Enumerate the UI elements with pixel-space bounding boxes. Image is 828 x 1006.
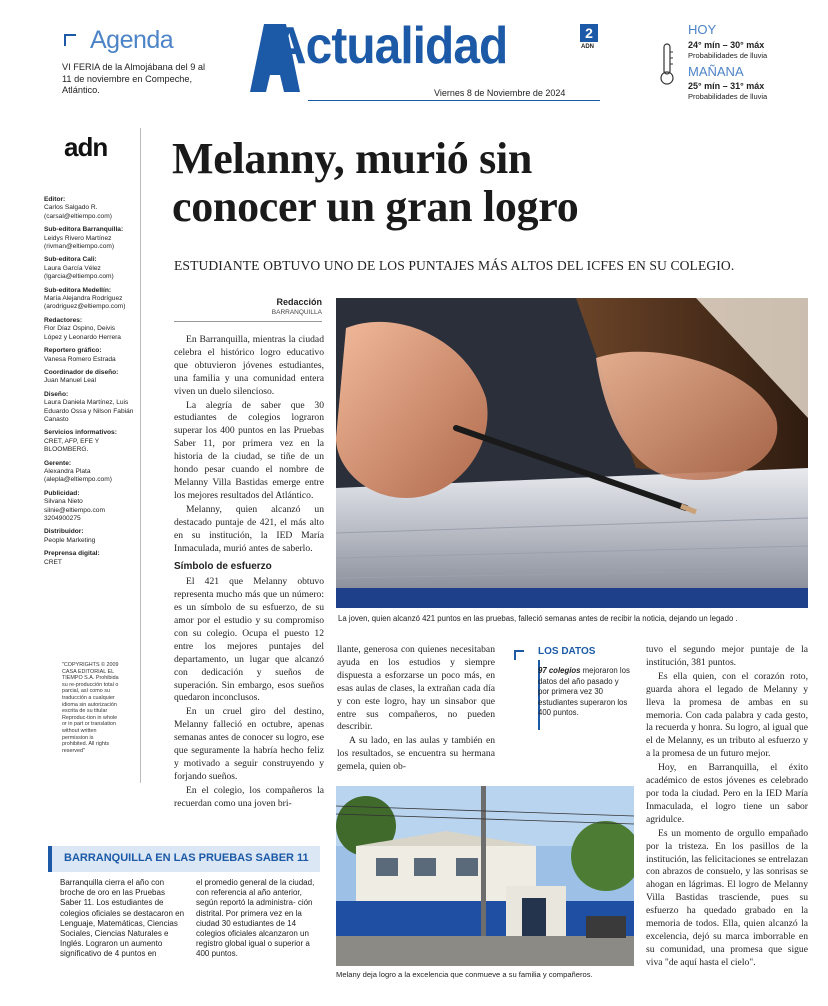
photo-hand-pencil-illustration bbox=[336, 298, 808, 608]
paragraph: llante, generosa con quienes necesitaban ayuda en los estudios y siempre dispuesta a esforzarse un poco más, en esas aulas de clases, la extrañan cada día y con este logro, hay un sinsabor que entre sus compañeros, no pueden describir. bbox=[337, 644, 495, 733]
paragraph: En el colegio, los compañeros la recuerdan como una joven bri- bbox=[174, 784, 324, 809]
credit-names: CRET, AFP, EFE Y BLOOMBERG. bbox=[44, 437, 99, 454]
weather-tomorrow-label: MAÑANA bbox=[688, 64, 744, 79]
datos-text: mejoraron los datos del año pasado y por primera vez 30 estudiantes superaron los 400 puntos. bbox=[538, 666, 630, 718]
credit-block bbox=[44, 429, 134, 454]
photo-school-illustration bbox=[336, 786, 634, 966]
saber-col-2: el promedio general de la ciudad, con referencia al año anterior, según reportó la administra- ción distrital. Por primera vez en la ciudad 30 estudiantes de 14 colegios oficiales alcanzaron un registro global igual o superior a 400 puntos. bbox=[196, 878, 315, 959]
credit-role: Publicidad: bbox=[44, 489, 80, 497]
credit-role: Coordinador de diseño: bbox=[44, 368, 119, 376]
paragraph: En Barranquilla, mientras la ciudad celebra el histórico logro educativo que obtuvieron jóvenes estudiantes, una familia y una comunidad entera viven un duelo silencioso. bbox=[174, 334, 324, 397]
saber-box-header bbox=[48, 846, 320, 872]
credit-names: Flor Díaz Ospino, Deivis López y Leonardo Herrera bbox=[44, 325, 121, 341]
agenda-title: Agenda bbox=[90, 26, 174, 54]
credit-names: Vanesa Romero Estrada bbox=[44, 355, 116, 363]
datos-title: LOS DATOS bbox=[538, 646, 596, 657]
headline-line-1: Melanny, murió sin bbox=[172, 134, 533, 183]
main-photo bbox=[336, 298, 808, 608]
saber-box-title: BARRANQUILLA EN LAS PRUEBAS SABER 11 bbox=[64, 852, 309, 864]
credit-names: Laura Daniela Martínez, Luis Eduardo Ossa y Nilson Fabián Canasto bbox=[44, 399, 134, 423]
credit-block bbox=[44, 287, 134, 312]
credit-names: Laura García Vélez (lgarcia@eltiempo.com) bbox=[44, 264, 114, 281]
credit-role: Sub-editora Cali: bbox=[44, 256, 97, 264]
paragraph: Es ella quien, con el corazón roto, guarda ahora el legado de Melanny y lleva la promesa de ambas en su memoria. Con cada palabra y cada gesto, la recuerda y honra. Su logro, al igual que el de Melanny, es un tributo al esfuerzo y a la promesa de un futuro mejor. bbox=[646, 670, 808, 760]
weather-block bbox=[652, 22, 812, 108]
credit-names: CRET bbox=[44, 558, 62, 566]
credit-names: Leidys Rivero Martínez (rivman@eltiempo.com) bbox=[44, 234, 115, 251]
datos-bracket-icon bbox=[514, 650, 524, 660]
credit-names: María Alejandra Rodríguez (arodriguez@eltiempo.com) bbox=[44, 295, 126, 311]
credit-block bbox=[44, 391, 134, 425]
paragraph: Hoy, en Barranquilla, el éxito académico de estos jóvenes es celebrado por toda la ciudad. Pero en la IED María Inmaculada, el logro tiene un sabor agridulce. bbox=[646, 762, 808, 825]
weather-tomorrow-temp: 25° mín – 31° máx bbox=[688, 81, 765, 91]
issue-date: Viernes 8 de Noviembre de 2024 bbox=[430, 88, 569, 98]
credit-role: Diseño: bbox=[44, 390, 69, 398]
credit-names: Alexandra Plata (alepla@eltiempo.com) bbox=[44, 467, 112, 484]
credit-role: Distribuidor: bbox=[44, 528, 84, 536]
section-header bbox=[250, 17, 610, 106]
credit-block bbox=[44, 347, 134, 364]
paragraph: Es un momento de orgullo empañado por la tristeza. En los pasillos de la institución, las felicitaciones se entrelazan con abrazos de consuelo, y las sonrisas se ahogan en lágrimas. El logro de Melanny Villa Bastidas trasciende, pues su esfuerzo ha quedado grabado en la memoria de todos. Ella, quien alcanzó la excelencia, dejó su marca imborrable en su comunidad, una promesa que sigue viva "de aquí hasta el cielo". bbox=[646, 827, 808, 968]
headline bbox=[172, 135, 812, 231]
page-number: 2 bbox=[580, 24, 598, 42]
sidebar-logo: adn bbox=[64, 132, 108, 162]
thermometer-icon bbox=[660, 42, 670, 82]
credit-role: Editor: bbox=[44, 196, 66, 203]
credit-role: Reportero gráfico: bbox=[44, 347, 102, 355]
column-3 bbox=[646, 644, 808, 971]
school-photo-caption: Melany deja logro a la excelencia que conmueve a su familia y compañeros. bbox=[336, 970, 593, 979]
credit-role: Sub-editora Medellín: bbox=[44, 286, 112, 294]
byline-block bbox=[174, 297, 322, 316]
credit-block bbox=[44, 256, 134, 281]
paragraph: A su lado, en las aulas y también en los resultados, se encuentra su hermana gemela, quien ob- bbox=[337, 735, 495, 773]
datos-highlight: 97 colegios bbox=[538, 666, 581, 675]
weather-today-label: HOY bbox=[688, 22, 717, 37]
paragraph: El 421 que Melanny obtuvo representa mucho más que un número: es un símbolo de su esfuerzo, de su amor por el estudio y su compromiso con su colegio. Ocupa el puesto 12 entre los mejores puntajes del departamento, un lugar que alcanzó con dedicación y sueños de superación. Sin embargo, esos sueños quedaron inconclusos. bbox=[174, 576, 324, 704]
byline-city: BARRANQUILLA bbox=[271, 309, 322, 316]
main-photo-caption: La joven, quien alcanzó 421 puntos en las pruebas, falleció semanas antes de recibir la noticia, dejando un legado . bbox=[338, 614, 738, 623]
paragraph: tuvo el segundo mejor puntaje de la institución, 381 puntos. bbox=[646, 644, 808, 668]
credit-block bbox=[44, 369, 134, 386]
credit-role: Sub-editora Barranquilla: bbox=[44, 226, 124, 234]
byline-rule bbox=[174, 321, 322, 322]
credit-role: Gerente: bbox=[44, 459, 72, 467]
agenda-block bbox=[62, 26, 212, 104]
saber-col-1: Barranquilla cierra el año con broche de oro en las Pruebas Saber 11. Los estudiantes de colegios oficiales se destacaron en Lenguaje, Matemáticas, Ciencias Sociales, Ciencias Naturales e Inglés. Lograron un aumento significativo de 4 puntos en bbox=[60, 878, 185, 959]
weather-today-note: Probabilidades de lluvia bbox=[688, 51, 768, 60]
header-rule bbox=[308, 100, 600, 101]
credit-block bbox=[44, 528, 134, 545]
credit-role: Servicios informativos: bbox=[44, 429, 117, 437]
weather-today-temp: 24° mín – 30° máx bbox=[688, 40, 765, 50]
saber-box bbox=[48, 846, 328, 996]
agenda-text: VI FERIA de la Almojábana del 9 al 11 de noviembre en Compeche, Atlántico. bbox=[62, 62, 206, 95]
sidebar-credits bbox=[44, 196, 134, 572]
credit-block bbox=[44, 550, 134, 567]
paragraph: En un cruel giro del destino, Melanny falleció en octubre, apenas semanas antes de conocer su logro, ese que seguramente la habría hecho feliz y motivado a seguir construyendo y forjando sueños. bbox=[174, 706, 324, 782]
copyright-notice: "COPYRIGHTS © 2009 CASA EDITORIAL EL TIEMPO S.A. Prohibida su re-producción total o parcial, así como su traducción a cualquier idioma sin autorización escrita de su titular Reproduc-tion in whole or in part or translation without written permission is prohibited. All rights reserved" bbox=[62, 662, 119, 754]
credit-block bbox=[44, 226, 134, 251]
weather-tomorrow-note: Probabilidades de lluvia bbox=[688, 92, 768, 101]
credit-names: Juan Manuel Leal bbox=[44, 377, 97, 385]
credit-names: Carlos Salgado R. (carsal@eltiempo.com) bbox=[44, 204, 112, 220]
credit-block bbox=[44, 490, 134, 524]
credit-block bbox=[44, 460, 134, 485]
subheadline: ESTUDIANTE OBTUVO UNO DE LOS PUNTAJES MÁS ALTOS DEL ICFES EN SU COLEGIO. bbox=[174, 258, 735, 273]
agenda-bracket-icon bbox=[64, 34, 76, 46]
paragraph: Melanny, quien alcanzó un destacado puntaje de 421, el más alto en su institución, la IED María Inmaculada, murió antes de saberlo. bbox=[174, 503, 324, 554]
paragraph: La alegría de saber que 30 estudiantes de colegios lograron superar los 400 puntos en las Pruebas Saber 11, por primera vez en la historia de la ciudad, se tiñe de un hondo pesar cuando el nombre de Melanny Villa Bastidas emerge entre los mejores resultados del Atlántico. bbox=[174, 399, 324, 501]
byline: Redacción bbox=[276, 297, 322, 307]
datos-text-block bbox=[538, 666, 630, 719]
credit-names: People Marketing bbox=[44, 536, 96, 544]
headline-line-2: conocer un gran logro bbox=[172, 182, 579, 231]
credit-role: Preprensa digital: bbox=[44, 550, 100, 558]
school-photo bbox=[336, 786, 634, 966]
credit-names: Silvana Nieto silnie@eltiempo.com 3204900275 bbox=[44, 498, 105, 522]
section-subhead: Símbolo de esfuerzo bbox=[174, 561, 272, 573]
credit-block bbox=[44, 196, 134, 221]
page-brand: ADN bbox=[581, 44, 594, 50]
sidebar-divider bbox=[140, 128, 141, 783]
credit-role: Redactores: bbox=[44, 316, 83, 324]
datos-box bbox=[508, 644, 634, 774]
sidebar bbox=[44, 132, 140, 792]
credit-block bbox=[44, 317, 134, 342]
column-1 bbox=[174, 334, 324, 812]
section-title: Actualidad bbox=[272, 17, 508, 75]
column-2 bbox=[337, 644, 495, 775]
